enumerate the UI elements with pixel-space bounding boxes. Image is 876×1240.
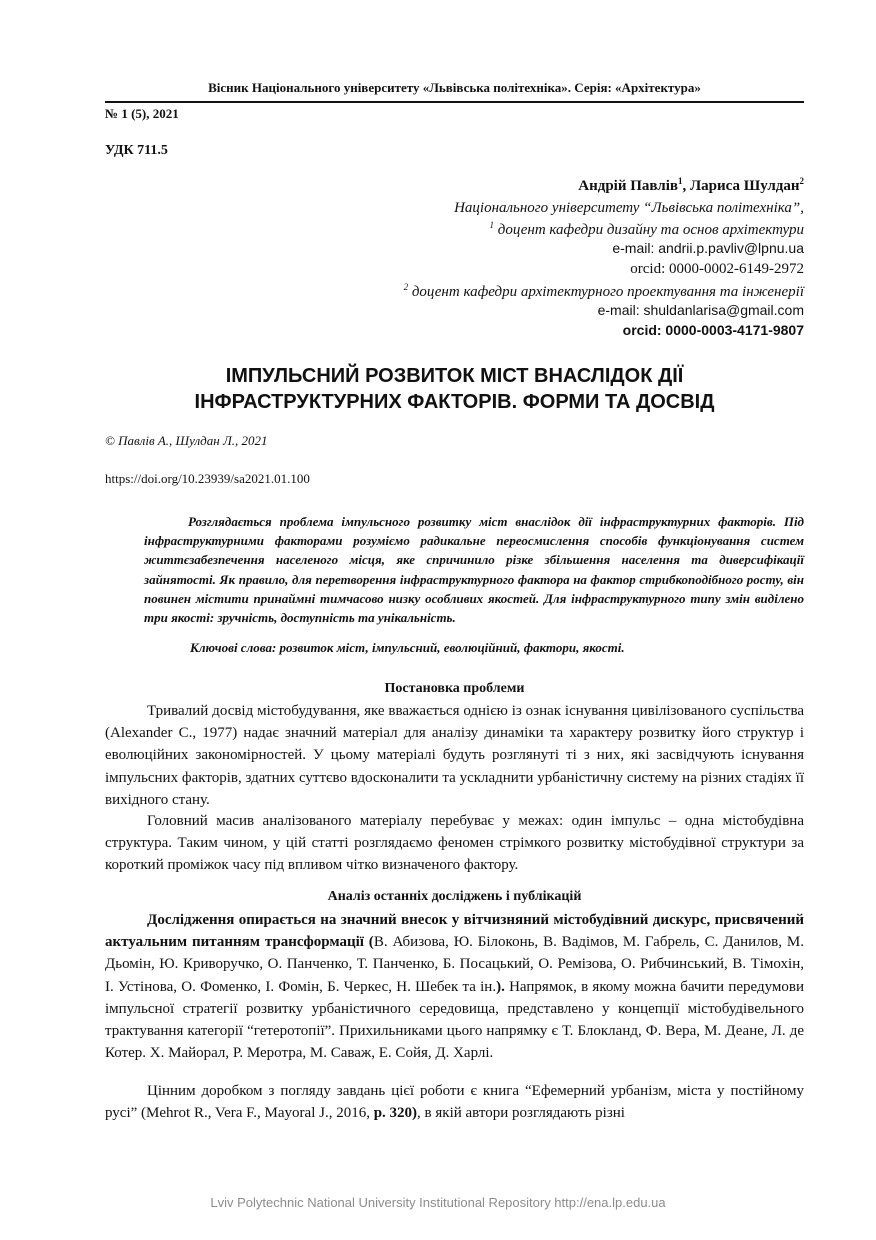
analysis-close-bold: ). bbox=[496, 978, 505, 995]
doi-link[interactable]: https://doi.org/10.23939/sa2021.01.100 bbox=[105, 471, 310, 486]
author-2-sup: 2 bbox=[799, 176, 804, 186]
analysis-p2-b: , в якій автори розглядають різні bbox=[417, 1105, 625, 1122]
problem-heading: Постановка проблеми bbox=[384, 681, 525, 696]
analysis-heading: Аналіз останніх досліджень і публікацій bbox=[327, 889, 582, 904]
author-2: Лариса Шулдан bbox=[690, 178, 800, 194]
position-2-text: доцент кафедри архітектурного проектування та інженерії bbox=[411, 284, 804, 300]
problem-paragraph-1: Тривалий досвід містобудування, яке вважається однією із ознак існування цивілізованого суспільства (Alexander C., 1977) надає значний матеріал для аналізу динаміки та характеру розвитку його структур і еволюційних закономірностей. У цьому матеріалі будуть розглянуті ті з них, які засвідчують існування імпульсних факторів, здатних суттєво вдосконалити та ускладнити урбаністичну систему на різних стадіях її вихідного стану. bbox=[105, 703, 804, 808]
title-line-2: ІНФРАСТРУКТУРНИХ ФАКТОРІВ. ФОРМИ ТА ДОСВІД bbox=[194, 391, 715, 413]
repository-footer: Lviv Polytechnic National University Institutional Repository http://ena.lp.edu.ua bbox=[210, 1195, 666, 1210]
author-names bbox=[578, 176, 804, 195]
email-1 bbox=[612, 240, 804, 258]
email-2-address: shuldanlarisa@gmail.com bbox=[643, 302, 804, 318]
position-1 bbox=[490, 220, 804, 239]
analysis-paragraph-2 bbox=[105, 1080, 804, 1124]
orcid-1: orcid: 0000-0002-6149-2972 bbox=[630, 261, 804, 277]
author-1: Андрій Павлів bbox=[578, 178, 678, 194]
position-2 bbox=[404, 282, 804, 301]
position-2-sup: 2 bbox=[403, 282, 409, 292]
email-1-address: andrii.p.pavliv@lpnu.ua bbox=[658, 240, 804, 256]
copyright: © Павлів А., Шулдан Л., 2021 bbox=[105, 433, 268, 448]
problem-paragraph-2: Головний масив аналізованого матеріалу перебуває у межах: один імпульс – одна містобудівна структура. Таким чином, у цій статті розглядаємо феномен стрімкого розвитку містобудівної структури за короткий проміжок часу під впливом чітко визначеного фактору. bbox=[105, 813, 804, 874]
abstract: Розглядається проблема імпульсного розвитку міст внаслідок дії інфраструктурних факторів. Під інфраструктурними факторами розуміємо радикальне переосмислення способів функціонування систем життєзабезпечення населеного місця, яке спричинило різке збільшення населення та диверсифікації зайнятості. Як правило, для перетворення інфраструктурного фактора на фактор стрибкоподібного росту, він повинен містити принаймні тимчасово низку особливих якостей. Для інфраструктурного типу змін виділено три якості: зручність, доступність та унікальність. bbox=[144, 514, 804, 626]
udk-code: УДК 711.5 bbox=[105, 143, 168, 158]
orcid-2: orcid: 0000-0003-4171-9807 bbox=[622, 322, 804, 338]
journal-title: Вісник Національного університету «Львівська політехніка». Серія: «Архітектура» bbox=[208, 80, 701, 95]
email-2-label: e-mail: bbox=[597, 302, 644, 318]
analysis-intro-bold: Дослідження опирається на значний внесок у вітчизняний містобудівний дискурс, присвячений актуальним питанням трансформації ( bbox=[105, 912, 804, 951]
analysis-names: В. Абизова, Ю. Білоконь, В. Вадімов, М. Габрель, С. Данилов, М. Дьомін, Ю. Криворучко, О. Панченко, Т. Панченко, Б. Посацький, О. Ремізова, О. Рибчинський, В. Тімохін, І. Устінова, О. Фоменко, І. Фомін, Б. Черкес, Н. Шебек та ін. bbox=[105, 934, 804, 995]
issue-number: № 1 (5), 2021 bbox=[105, 106, 179, 121]
title-line-1: ІМПУЛЬСНИЙ РОЗВИТОК МІСТ ВНАСЛІДОК ДІЇ bbox=[225, 365, 684, 387]
analysis-rest: Напрямок, в якому можна бачити передумови імпульсної стратегії розвитку урбаністичного середовища, представлено у концепції містобудівельного трактування категорії “гетеротопії”. Прихильниками цього напрямку є Т. Блокланд, Ф. Вера, М. Деане, Л. де Котер. Х. Майорал, Р. Меротра, М. Саваж, Е. Сойя, Д. Харлі. bbox=[105, 978, 805, 1062]
header-rule bbox=[105, 101, 804, 103]
position-1-sup: 1 bbox=[489, 220, 495, 230]
analysis-paragraph-1 bbox=[105, 909, 804, 1064]
affiliation: Національного університету “Львівська політехніка”, bbox=[454, 200, 804, 216]
analysis-p2-bold: p. 320) bbox=[373, 1105, 418, 1122]
email-1-label: e-mail: bbox=[612, 240, 659, 256]
analysis-p2-a: Цінним доробком з погляду завдань цієї роботи є книга “Ефемерний урбанізм, міста у постійному русі” (Mehrot R., Vera F., Mayoral J., 2016, bbox=[105, 1083, 804, 1122]
author-separator: , bbox=[682, 178, 690, 194]
email-2 bbox=[598, 302, 804, 320]
position-1-text: доцент кафедри дизайну та основ архітектури bbox=[497, 222, 804, 238]
article-title bbox=[105, 363, 804, 415]
author-1-sup: 1 bbox=[678, 176, 683, 186]
keywords: Ключові слова: розвиток міст, імпульсний, еволюційний, фактори, якості. bbox=[190, 640, 625, 655]
